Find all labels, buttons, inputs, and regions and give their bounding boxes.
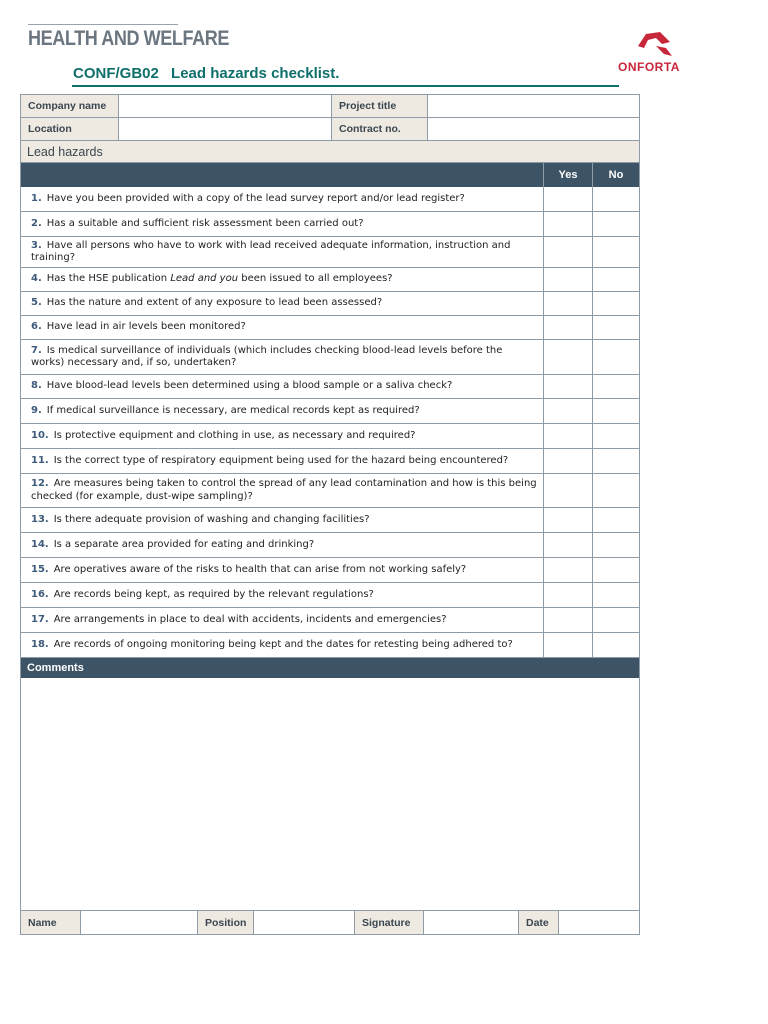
yes-column-header: Yes [544,163,593,187]
question-label: Has a suitable and sufficient risk assessment been carried out? [46,217,364,229]
column-header [21,163,639,187]
question-text-part: Has the HSE publication [46,273,171,285]
yes-checkbox-cell[interactable] [544,187,593,211]
no-checkbox-cell[interactable] [593,474,639,507]
project-title-label: Project title [332,95,428,117]
project-title-field[interactable] [428,95,639,117]
no-checkbox-cell[interactable] [593,508,639,532]
question-number: 10. [31,429,49,441]
name-label: Name [21,911,81,934]
question-text-part: been issued to all employees? [238,273,393,285]
question-label: If medical surveillance is necessary, are medical records kept as required? [46,404,420,416]
question-row [21,399,639,424]
question-text [21,633,544,657]
company-name-label: Company name [21,95,119,117]
question-label: Is protective equipment and clothing in use, as necessary and required? [53,429,416,441]
question-number: 6. [31,321,42,333]
question-row [21,212,639,237]
question-label: Has the nature and extent of any exposure to lead been assessed? [46,297,383,309]
company-name-field[interactable] [119,95,332,117]
position-label: Position [198,911,254,934]
question-number: 1. [31,192,42,204]
question-label: Are arrangements in place to deal with accidents, incidents and emergencies? [53,613,447,625]
question-row [21,375,639,399]
question-text [21,558,544,582]
question-text [21,399,544,423]
question-label: Have lead in air levels been monitored? [46,321,246,333]
no-checkbox-cell[interactable] [593,292,639,315]
question-row [21,508,639,533]
info-row-location [21,118,639,141]
question-number: 16. [31,588,49,600]
signoff-row [21,911,639,934]
no-column-header: No [608,169,624,181]
question-number: 8. [31,380,42,392]
question-number: 12. [31,478,49,489]
no-checkbox-cell[interactable] [593,375,639,398]
comments-header: Comments [21,658,639,678]
no-checkbox-cell[interactable] [593,449,639,473]
question-row [21,474,639,508]
signature-label: Signature [355,911,424,934]
title-underline [72,85,619,87]
yes-checkbox-cell[interactable] [544,268,593,291]
question-text [21,316,544,339]
yes-checkbox-cell[interactable] [544,399,593,423]
question-row [21,187,639,212]
question-label: Are measures being taken to control the spread of any lead contamination and how is this being checked (for example, dust-wipe sampling)? [31,478,537,502]
question-label: Have you been provided with a copy of the lead survey report and/or lead register? [46,192,465,204]
yes-checkbox-cell[interactable] [544,375,593,398]
question-label: Are records of ongoing monitoring being kept and the dates for retesting being adhered to? [53,638,513,650]
signature-field[interactable] [424,911,519,934]
yes-checkbox-cell[interactable] [544,558,593,582]
document-title [73,65,339,82]
question-label: Is a separate area provided for eating and drinking? [53,538,315,550]
no-checkbox-cell[interactable] [593,316,639,339]
yes-checkbox-cell[interactable] [544,583,593,607]
question-row [21,237,639,268]
question-row [21,583,639,608]
yes-checkbox-cell[interactable] [544,533,593,557]
question-label: Are operatives aware of the risks to health that can arise from not working safely? [53,563,467,575]
yes-checkbox-cell[interactable] [544,424,593,448]
yes-checkbox-cell[interactable] [544,237,593,267]
question-row [21,340,639,375]
question-number: 7. [31,344,42,356]
location-field[interactable] [119,118,332,140]
no-checkbox-cell[interactable] [593,633,639,657]
no-checkbox-cell[interactable] [593,608,639,632]
question-number: 5. [31,297,42,309]
question-text [21,583,544,607]
question-number: 2. [31,217,42,229]
location-label: Location [21,118,119,140]
question-label: Is the correct type of respiratory equipment being used for the hazard being encountered? [53,454,509,466]
question-list [21,187,639,658]
question-number: 13. [31,513,49,525]
question-text [21,212,544,236]
date-field[interactable] [559,911,639,934]
brand-rule [28,24,178,25]
question-row [21,533,639,558]
question-text [21,268,544,291]
question-number: 9. [31,404,42,416]
yes-checkbox-cell[interactable] [544,292,593,315]
contract-no-label: Contract no. [332,118,428,140]
contract-no-field[interactable] [428,118,639,140]
question-number: 15. [31,563,49,575]
no-checkbox-cell[interactable] [593,583,639,607]
question-text [21,340,544,374]
question-row [21,268,639,292]
yes-checkbox-cell[interactable] [544,474,593,507]
question-number: 14. [31,538,49,550]
no-checkbox-cell[interactable] [593,268,639,291]
question-text [21,449,544,473]
document-title-text: Lead hazards checklist. [171,65,340,82]
question-text [21,533,544,557]
no-checkbox-cell[interactable] [593,340,639,374]
no-checkbox-cell[interactable] [593,212,639,236]
question-text [21,237,544,267]
question-row [21,424,639,449]
question-label: Is there adequate provision of washing and changing facilities? [53,513,370,525]
yes-checkbox-cell[interactable] [544,508,593,532]
question-label: Are records being kept, as required by the relevant regulations? [53,588,374,600]
brand-name: HEALTH AND WELFARE [28,27,229,50]
comments-field[interactable] [21,678,639,911]
question-label: Have all persons who have to work with lead received adequate information, instruction and training? [31,239,511,263]
question-row [21,449,639,474]
date-label: Date [519,911,559,934]
question-text [21,292,544,315]
question-number: 3. [31,239,42,251]
question-text [21,508,544,532]
question-number: 18. [31,638,49,650]
question-number: 4. [31,273,42,285]
publication-title: Lead and you [170,273,239,285]
question-row [21,558,639,583]
question-column-header [21,163,544,187]
no-checkbox-cell[interactable] [593,558,639,582]
yes-checkbox-cell[interactable] [544,340,593,374]
no-checkbox-cell[interactable] [593,237,639,267]
question-text [21,608,544,632]
question-row [21,316,639,340]
yes-checkbox-cell[interactable] [544,633,593,657]
question-row [21,633,639,658]
checklist-form [20,94,640,935]
info-row-company [21,95,639,118]
name-field[interactable] [81,911,198,934]
section-title: Lead hazards [21,141,639,163]
question-number: 11. [31,454,49,466]
yes-checkbox-cell[interactable] [544,608,593,632]
question-text [21,375,544,398]
yes-checkbox-cell[interactable] [544,212,593,236]
position-field[interactable] [254,911,355,934]
question-text [21,474,544,507]
question-row [21,608,639,633]
question-label: Is medical surveillance of individuals (which includes checking blood-lead levels before the works) necessary and, if so, undertaken? [31,344,503,368]
no-checkbox-cell[interactable] [593,399,639,423]
yes-checkbox-cell[interactable] [544,449,593,473]
question-text [21,424,544,448]
no-checkbox-cell[interactable] [593,424,639,448]
no-checkbox-cell[interactable] [593,533,639,557]
question-label: Have blood-lead levels been determined using a blood sample or a saliva check? [46,380,453,392]
logo-wordmark: ONFORTA [618,60,680,74]
yes-checkbox-cell[interactable] [544,316,593,339]
document-code: CONF/GB02 [73,65,159,82]
no-checkbox-cell[interactable] [593,187,639,211]
question-number: 17. [31,613,49,625]
question-text [21,187,544,211]
question-row [21,292,639,316]
